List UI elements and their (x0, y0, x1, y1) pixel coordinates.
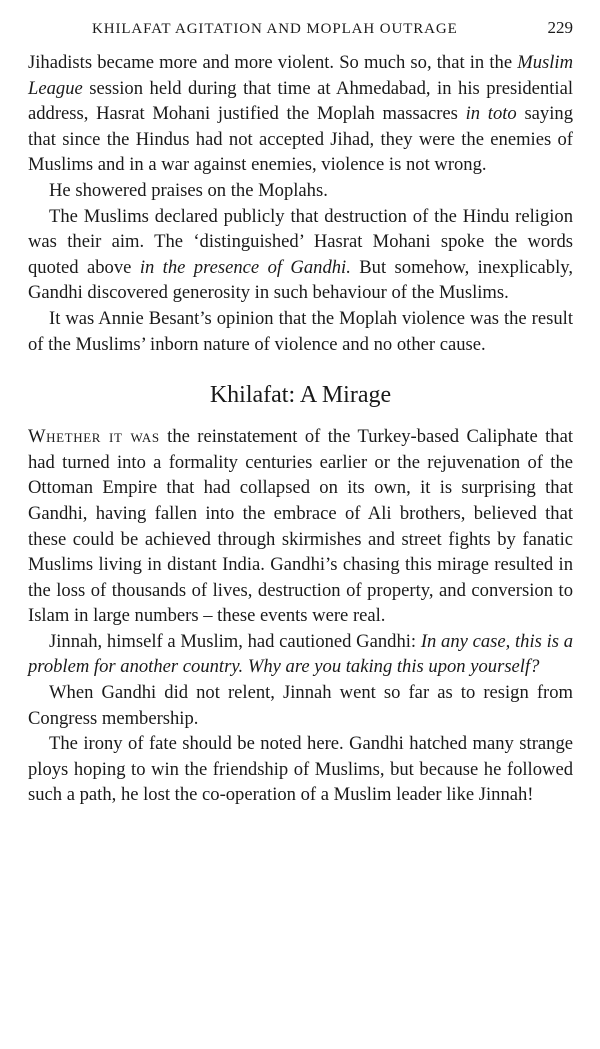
running-title: KHILAFAT AGITATION AND MOPLAH OUTRAGE (92, 21, 458, 37)
smallcaps-lead: Whether it was (28, 426, 160, 448)
page-number: 229 (547, 18, 573, 37)
section-heading: Khilafat: A Mirage (209, 382, 392, 409)
paragraph-4: It was Annie Besant’s opinion that the Moplah violence was the result of the Muslims’ inborn nature of violence and no other cause. (28, 307, 573, 355)
paragraph-1: Jihadists became more and more violent. So much so, that in the Muslim League session held during that time at Ahmedabad, in his presidential address, Hasrat Mohani justified the Moplah massacres in toto saying that since the Hindus had not accepted Jihad, they were the enemies of Muslims and in a war against enemies, violence is not wrong. (28, 52, 573, 176)
running-header (28, 0, 573, 50)
paragraph-5: Whether it was the reinstatement of the Turkey-based Caliphate that had turned into a formality centuries earlier or the rejuvenation of the Ottoman Empire that had collapsed on its own, it is surprising that Gandhi, having fallen into the embrace of Ali brothers, believed that these could be achieved through skirmishes and street fights by fanatic Muslims living in distant India. Gandhi’s chasing this mirage resulted in the loss of thousands of lives, destruction of property, and conversion to Islam in large numbers – these events were real. (28, 426, 574, 627)
emphasis-presence-of-gandhi: in the presence of Gandhi. (139, 256, 351, 278)
paragraph-8: The irony of fate should be noted here. Gandhi hatched many strange ploys hoping to win the friendship of Muslims, but because he followed such a path, he lost the co-operation of a Muslim leader like Jinnah! (28, 733, 573, 806)
book-page (28, 0, 573, 808)
emphasis-jinnah-quote: In any case, this is a problem for another country. Why are you taking this upon yourself? (28, 630, 574, 678)
emphasis-in-toto: in toto (465, 103, 517, 125)
paragraph-7: When Gandhi did not relent, Jinnah went so far as to resign from Congress membership. (28, 682, 573, 729)
paragraph-2: He showered praises on the Moplahs. (49, 179, 328, 201)
paragraph-6: Jinnah, himself a Muslim, had cautioned Gandhi: In any case, this is a problem for another country. Why are you taking this upon yourself? (28, 630, 574, 678)
emphasis-muslim-league: Muslim League (28, 52, 573, 99)
paragraph-3: The Muslims declared publicly that destruction of the Hindu religion was their aim. The ‘distinguished’ Hasrat Mohani spoke the words quoted above in the presence of Gandhi. But somehow, inexplicably, Gandhi discovered generosity in such behaviour of the Muslims. (28, 205, 573, 304)
